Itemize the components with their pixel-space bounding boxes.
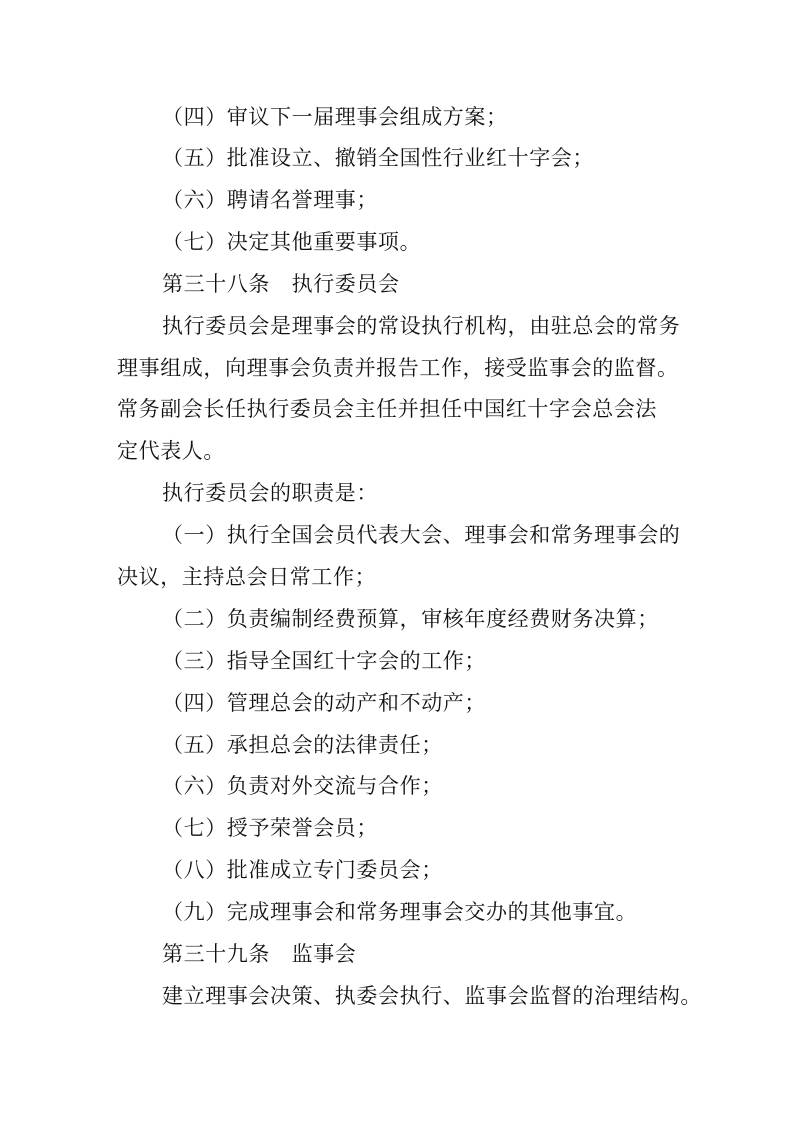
duty-item-6: （六）负责对外交流与合作；	[162, 774, 443, 798]
paragraph-executive-committee-line-4: 定代表人。	[117, 439, 225, 463]
duty-item-1-line-2: 决议，主持总会日常工作；	[117, 565, 377, 589]
duty-item-5: （五）承担总会的法律责任；	[162, 733, 443, 757]
paragraph-governance-structure: 建立理事会决策、执委会执行、监事会监督的治理结构。	[162, 984, 702, 1008]
paragraph-executive-committee-line-1: 执行委员会是理事会的常设执行机构，由驻总会的常务	[162, 314, 681, 338]
duty-item-2: （二）负责编制经费预算，审核年度经费财务决算；	[162, 607, 659, 631]
clause-item-4-review-next-council: （四）审议下一届理事会组成方案；	[162, 105, 508, 129]
duty-item-8: （八）批准成立专门委员会；	[162, 858, 443, 882]
clause-item-5-approve-industry-societies: （五）批准设立、撤销全国性行业红十字会；	[162, 146, 594, 170]
duty-item-3: （三）指导全国红十字会的工作；	[162, 649, 486, 673]
clause-item-7-other-matters: （七）决定其他重要事项。	[162, 230, 422, 254]
article-38-heading: 第三十八条 执行委员会	[162, 272, 400, 296]
duty-item-9: （九）完成理事会和常务理事会交办的其他事宜。	[162, 900, 638, 924]
duty-item-4: （四）管理总会的动产和不动产；	[162, 691, 486, 715]
clause-item-6-honorary-directors: （六）聘请名誉理事；	[162, 188, 378, 212]
duty-item-7: （七）授予荣誉会员；	[162, 816, 378, 840]
article-39-heading: 第三十九条 监事会	[162, 942, 357, 966]
duties-intro: 执行委员会的职责是：	[162, 481, 378, 505]
duty-item-1-line-1: （一）执行全国会员代表大会、理事会和常务理事会的	[162, 523, 681, 547]
paragraph-executive-committee-line-2: 理事组成，向理事会负责并报告工作，接受监事会的监督。	[117, 356, 679, 380]
paragraph-executive-committee-line-3: 常务副会长任执行委员会主任并担任中国红十字会总会法	[117, 397, 657, 421]
